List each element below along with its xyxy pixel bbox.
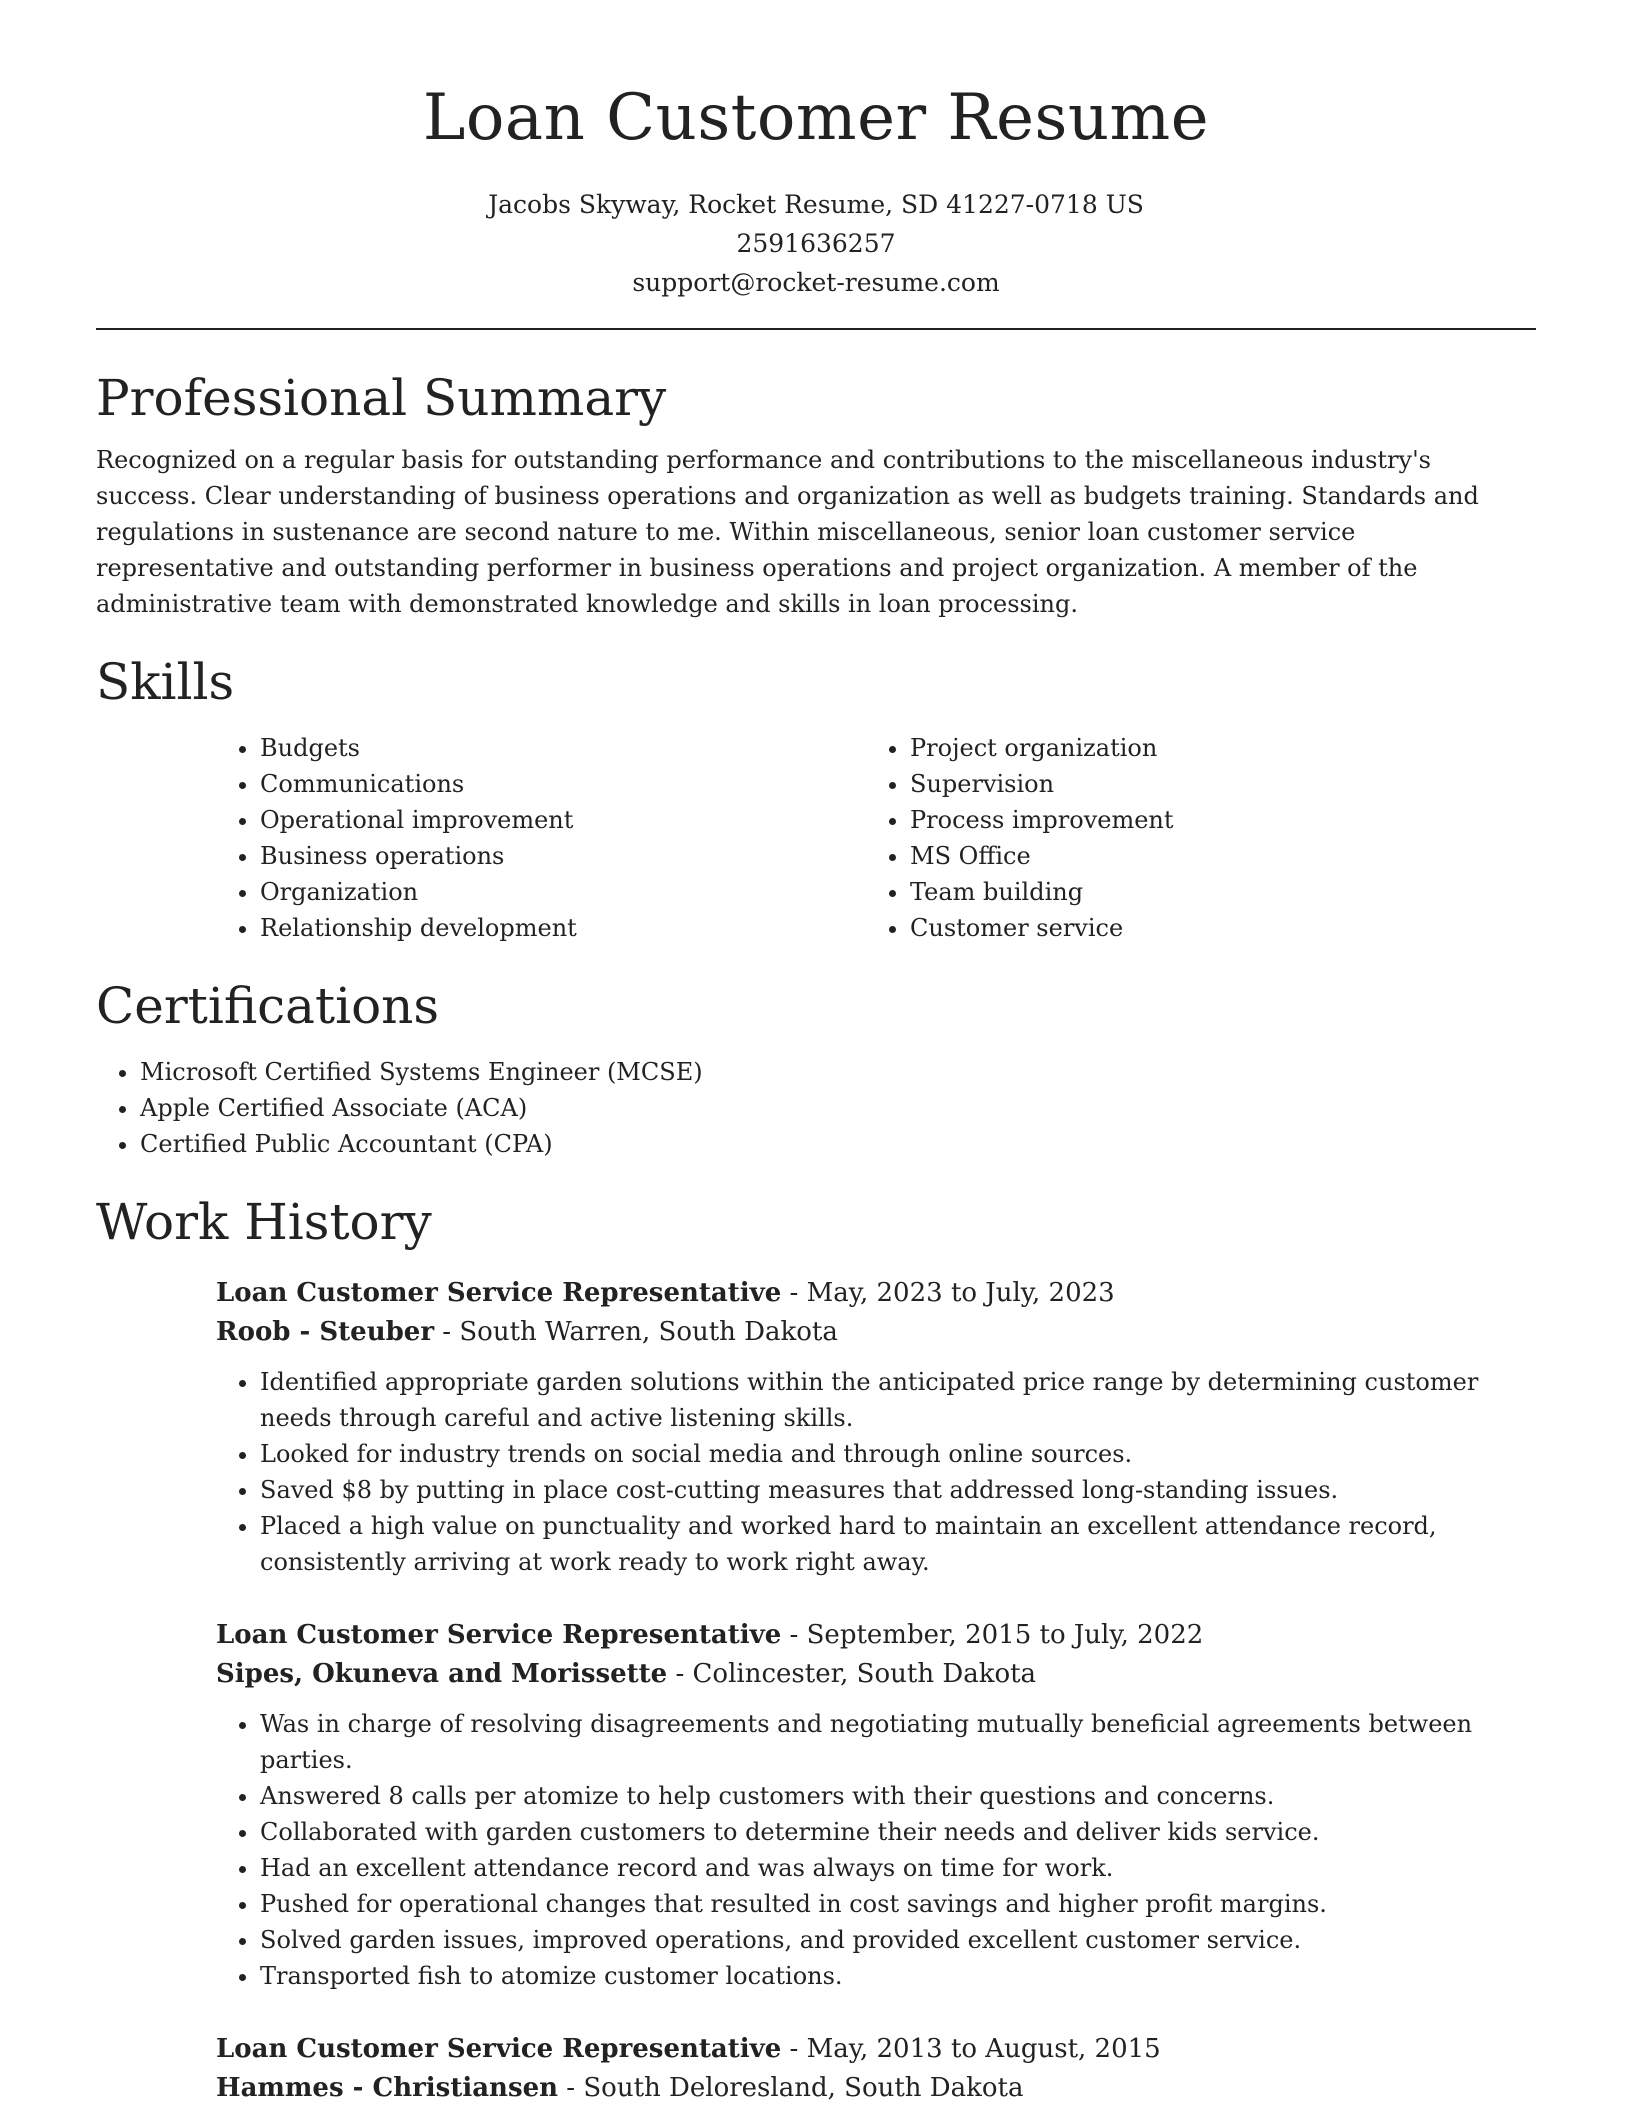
work-history-section	[96, 1192, 1536, 2108]
certification-item: • Certified Public Accountant (CPA)	[140, 1126, 1536, 1162]
skills-list-left	[216, 730, 866, 946]
resume-header	[96, 80, 1536, 302]
skills-grid	[216, 712, 1536, 946]
job-company: Sipes, Okuneva and Morissette	[216, 1658, 668, 1689]
job-title: Loan Customer Service Representative	[216, 2033, 782, 2064]
job-entry	[216, 1274, 1536, 1580]
job-company-line	[216, 2069, 1536, 2108]
job-bullet: • Solved garden issues, improved operations, and provided excellent customer service.	[260, 1922, 1536, 1958]
job-bullet: • Answered 8 calls per atomize to help customers with their questions and concerns.	[260, 1778, 1536, 1814]
summary-section	[96, 368, 1536, 622]
job-bullet: • Placed a high value on punctuality and worked hard to maintain an excellent attendance record, consistently arriving at work ready to work right away.	[260, 1508, 1536, 1580]
job-title-line	[216, 1274, 1536, 1313]
skill-item: • Organization	[260, 874, 866, 910]
separator: -	[558, 2072, 584, 2103]
separator: -	[781, 1619, 807, 1650]
job-title: Loan Customer Service Representative	[216, 1619, 782, 1650]
separator: -	[781, 1277, 807, 1308]
job-title-line	[216, 1616, 1536, 1655]
certifications-list	[96, 1054, 1536, 1162]
job-location: South Deloresland, South Dakota	[583, 2072, 1024, 2103]
job-bullet: • Collaborated with garden customers to determine their needs and deliver kids service.	[260, 1814, 1536, 1850]
certifications-section	[96, 976, 1536, 1162]
job-company: Roob - Steuber	[216, 1316, 435, 1347]
contact-address: Jacobs Skyway, Rocket Resume, SD 41227-0718 US	[488, 189, 1144, 219]
skill-item: • Customer service	[910, 910, 1536, 946]
job-bullets	[216, 1364, 1536, 1580]
job-entry	[216, 2030, 1536, 2108]
skill-item: • Supervision	[910, 766, 1536, 802]
separator: -	[781, 2033, 807, 2064]
resume-page	[96, 80, 1536, 2108]
job-bullet: • Looked for industry trends on social media and through online sources.	[260, 1436, 1536, 1472]
skill-item: • Process improvement	[910, 802, 1536, 838]
job-company-line	[216, 1655, 1536, 1694]
certifications-heading: Certifications	[96, 976, 440, 1035]
separator: -	[667, 1658, 693, 1689]
contact-phone: 2591636257	[736, 228, 896, 258]
skill-item: • Business operations	[260, 838, 866, 874]
skill-item: • Budgets	[260, 730, 866, 766]
job-dates: May, 2023 to July, 2023	[806, 1277, 1115, 1308]
job-bullets	[216, 1706, 1536, 1994]
job-title: Loan Customer Service Representative	[216, 1277, 782, 1308]
job-dates: September, 2015 to July, 2022	[806, 1619, 1204, 1650]
skills-heading: Skills	[96, 652, 235, 711]
job-bullet: • Had an excellent attendance record and was always on time for work.	[260, 1850, 1536, 1886]
resume-title: Loan Customer Resume	[422, 81, 1210, 155]
job-bullet: • Transported fish to atomize customer locations.	[260, 1958, 1536, 1994]
skill-item: • Relationship development	[260, 910, 866, 946]
summary-heading: Professional Summary	[96, 368, 667, 427]
separator: -	[434, 1316, 460, 1347]
skill-item: • Operational improvement	[260, 802, 866, 838]
contact-block	[96, 185, 1536, 302]
skill-item: • Communications	[260, 766, 866, 802]
job-bullet: • Identified appropriate garden solutions within the anticipated price range by determining customer needs through careful and active listening skills.	[260, 1364, 1536, 1436]
job-dates: May, 2013 to August, 2015	[806, 2033, 1161, 2064]
job-bullet: • Saved $8 by putting in place cost-cutting measures that addressed long-standing issues.	[260, 1472, 1536, 1508]
contact-email: support@rocket-resume.com	[632, 267, 1000, 297]
skills-list-right	[866, 730, 1536, 946]
skill-item: • MS Office	[910, 838, 1536, 874]
work-history-heading: Work History	[96, 1192, 432, 1251]
skill-item: • Project organization	[910, 730, 1536, 766]
job-company: Hammes - Christiansen	[216, 2072, 559, 2103]
skills-section	[96, 652, 1536, 946]
job-company-line	[216, 1313, 1536, 1352]
job-location: South Warren, South Dakota	[459, 1316, 838, 1347]
certification-item: • Apple Certified Associate (ACA)	[140, 1090, 1536, 1126]
summary-text: Recognized on a regular basis for outstanding performance and contributions to the miscellaneous industry's success. Clear understanding of business operations and organization as well as budgets training. Standards and regulations in sustenance are second nature to me. Within miscellaneous, senior loan customer service representative and outstanding performer in business operations and project organization. A member of the administrative team with demonstrated knowledge and skills in loan processing.	[96, 445, 1479, 618]
job-bullet: • Pushed for operational changes that resulted in cost savings and higher profit margins.	[260, 1886, 1536, 1922]
header-divider	[96, 328, 1536, 330]
job-bullet: • Was in charge of resolving disagreements and negotiating mutually beneficial agreements between parties.	[260, 1706, 1536, 1778]
certification-item: • Microsoft Certified Systems Engineer (MCSE)	[140, 1054, 1536, 1090]
skill-item: • Team building	[910, 874, 1536, 910]
job-title-line	[216, 2030, 1536, 2069]
job-entry	[216, 1616, 1536, 1994]
job-location: Colincester, South Dakota	[692, 1658, 1037, 1689]
